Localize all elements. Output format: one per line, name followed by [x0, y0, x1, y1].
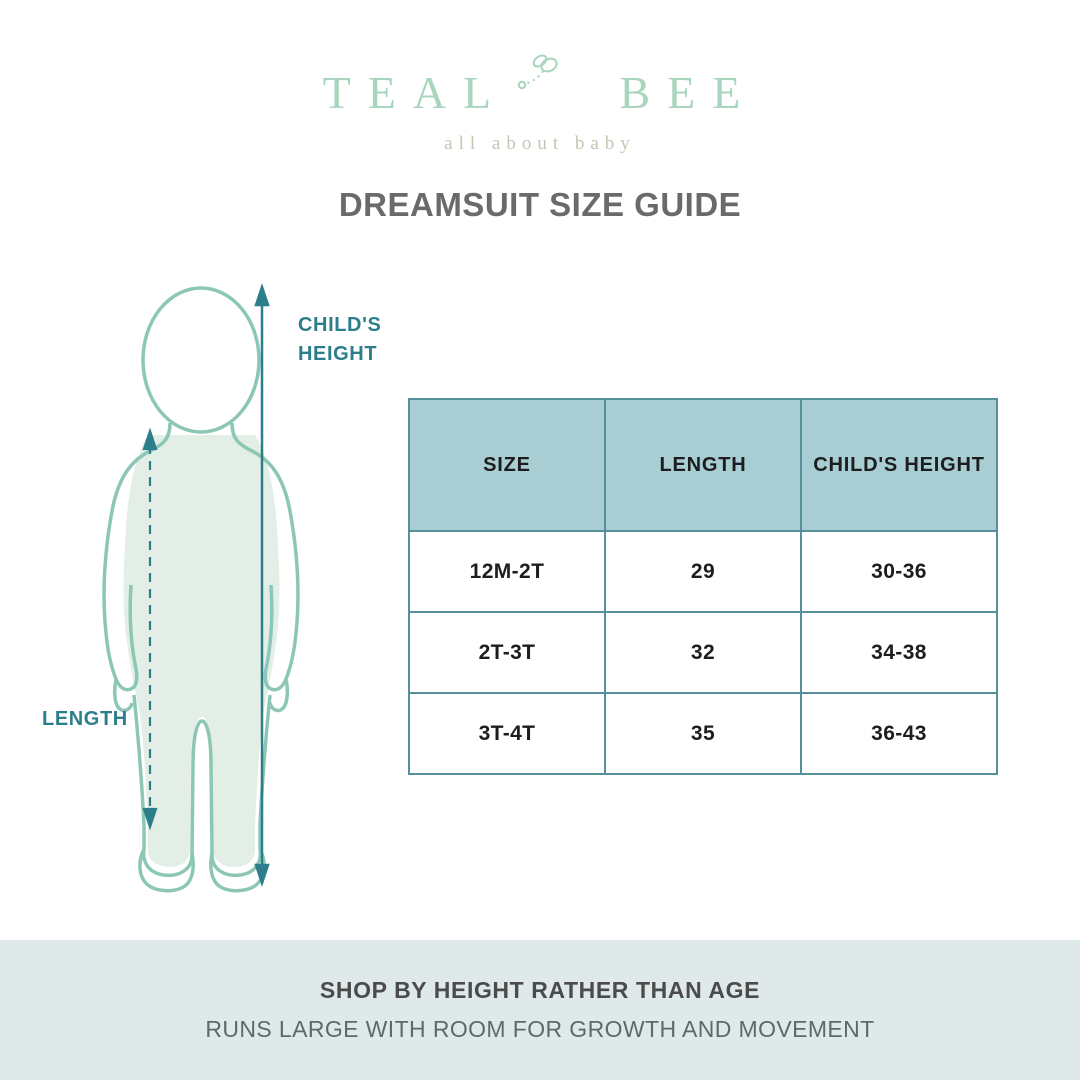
footer-secondary-text: RUNS LARGE WITH ROOM FOR GROWTH AND MOVEMENT	[205, 1016, 875, 1042]
length-label: LENGTH	[42, 708, 128, 730]
table-row	[409, 693, 997, 774]
brand-word-right: BEE	[619, 67, 758, 118]
brand-word-left: TEAL	[322, 67, 507, 118]
baby-illustration	[30, 265, 430, 905]
brand-tagline: all about baby	[444, 133, 636, 154]
cell-length: 32	[605, 612, 801, 693]
table-header-row	[409, 399, 997, 531]
table-row	[409, 612, 997, 693]
column-header-length: LENGTH	[605, 399, 801, 531]
column-header-childs-height: CHILD'S HEIGHT	[801, 399, 997, 531]
cell-height: 30-36	[801, 531, 997, 612]
page-title: DREAMSUIT SIZE GUIDE	[338, 186, 742, 223]
cell-height: 34-38	[801, 612, 997, 693]
cell-length: 35	[605, 693, 801, 774]
brand-wordmark	[323, 66, 758, 119]
bee-icon	[509, 52, 571, 107]
cell-size: 3T-4T	[409, 693, 605, 774]
size-table	[408, 398, 998, 775]
cell-length: 29	[605, 531, 801, 612]
footer-primary-text: SHOP BY HEIGHT RATHER THAN AGE	[319, 977, 761, 1003]
table-row	[409, 531, 997, 612]
footer-banner	[0, 940, 1080, 1080]
brand-header	[0, 66, 1080, 155]
cell-height: 36-43	[801, 693, 997, 774]
cell-size: 12M-2T	[409, 531, 605, 612]
childs-height-label	[298, 311, 430, 369]
column-header-size: SIZE	[409, 399, 605, 531]
childs-height-label-text: CHILD'S HEIGHT	[298, 314, 382, 365]
cell-size: 2T-3T	[409, 612, 605, 693]
